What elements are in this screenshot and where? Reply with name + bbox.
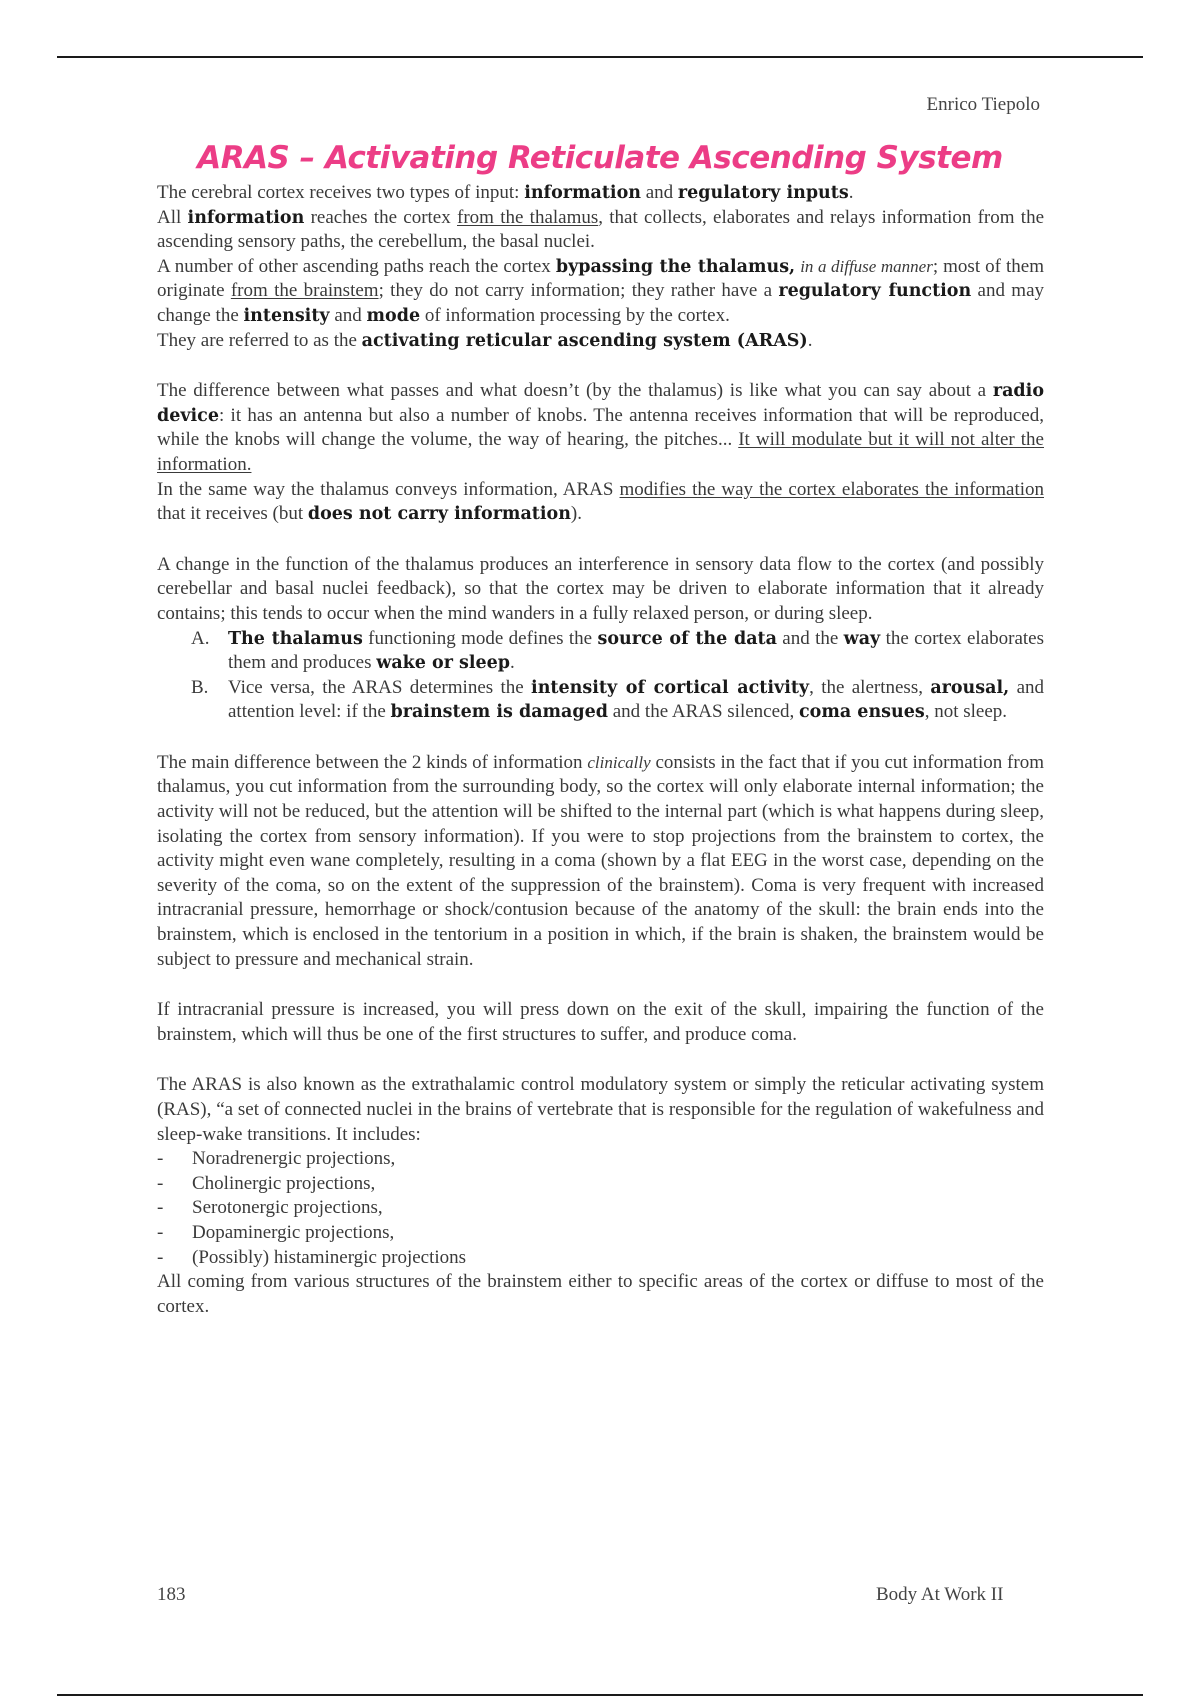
list-item: - (Possibly) histaminergic projections [157, 1246, 467, 1268]
list-item: - Cholinergic projections, [157, 1172, 376, 1194]
paragraph-closing: All coming from various structures of the brainstem either to specific areas of the cortex or diffuse to most of the cortex. [157, 1271, 1044, 1317]
list-item: - Noradrenergic projections, [157, 1148, 396, 1170]
main-content [157, 181, 1044, 1319]
paragraph-clinical-difference: The main difference between the 2 kinds of information clinically consists in the fact that if you cut information from thalamus, you cut information from the surrounding body, so the cortex will only elaborate internal information; the activity will not be reduced, but the attention will be shifted to the internal part (which is what happens during sleep, isolating the cortex from sensory information). If you were to stop projections from the brainstem to cortex, the activity might even wane completely, resulting in a coma (shown by a flat EEG in the worst case, depending on the severity of the coma, so on the extent of the suppression of the brainstem). Coma is very frequent with increased intracranial pressure, hemorrhage or shock/contusion because of the anatomy of the skull: the brain ends into the brainstem, which is enclosed in the tentorium in a position in which, if the brain is shaken, the brainstem would be subject to pressure and mechanical strain. [157, 751, 1044, 970]
bottom-rule [57, 1694, 1143, 1696]
author-name: Enrico Tiepolo [926, 94, 1040, 115]
paragraph-intracranial-pressure: If intracranial pressure is increased, you will press down on the exit of the skull, impairing the function of the brainstem, which will thus be one of the first structures to suffer, and produce coma. [157, 999, 1044, 1045]
paragraph-thalamus-change: A change in the function of the thalamus produces an interference in sensory data flow to the cortex (and possibly cerebellar and basal nuclei feedback), so that the cortex may be driven to elaborate information that it already contains; this tends to occur when the mind wanders in a fully relaxed person, or during sleep. [157, 553, 1044, 624]
list-item: - Serotonergic projections, [157, 1197, 383, 1219]
projections-list [157, 1147, 1044, 1270]
paragraph-radio-analogy: The difference between what passes and what doesn’t (by the thalamus) is like what you can say about a radio device: it has an antenna but also a number of knobs. The antenna receives information that will be reproduced, while the knobs will change the volume, the way of hearing, the pitches... It will modulate but it will not alter the information. In the same way the thalamus conveys information, ARAS modifies the way the cortex elaborates the information that it receives (but does not carry information). [157, 380, 1044, 525]
page-number: 183 [157, 1584, 186, 1605]
paragraph-intro: The cerebral cortex receives two types of input: information and regulatory inputs. All information reaches the cortex from the thalamus, that collects, elaborates and relays information from the ascending sensory paths, the cerebellum, the basal nuclei. A number of other ascending paths reach the cortex bypassing the thalamus, in a diffuse manner; most of them originate from the brainstem; they do not carry information; they rather have a regulatory function and may change the intensity and mode of information processing by the cortex. They are referred to as the activating reticular ascending system (ARAS). [157, 182, 1045, 351]
list-item: - Dopaminergic projections, [157, 1221, 395, 1243]
page-title: ARAS – Activating Reticulate Ascending System [197, 140, 1003, 176]
paragraph-ras-definition: The ARAS is also known as the extrathalamic control modulatory system or simply the reticular activating system (RAS), “a set of connected nuclei in the brains of vertebrate that is responsible for the regulation of wakefulness and sleep-wake transitions. It includes: [157, 1074, 1044, 1145]
lettered-list [157, 627, 1044, 725]
top-rule [57, 56, 1143, 58]
list-item: A. The thalamus functioning mode defines the source of the data and the way the cortex elaborates them and produces wake or sleep. [191, 627, 1044, 674]
list-item: B. Vice versa, the ARAS determines the intensity of cortical activity, the alertness, arousal, and attention level: if the brainstem is damaged and the ARAS silenced, coma ensues, not sleep. [191, 676, 1044, 723]
book-title: Body At Work II [876, 1584, 1004, 1605]
